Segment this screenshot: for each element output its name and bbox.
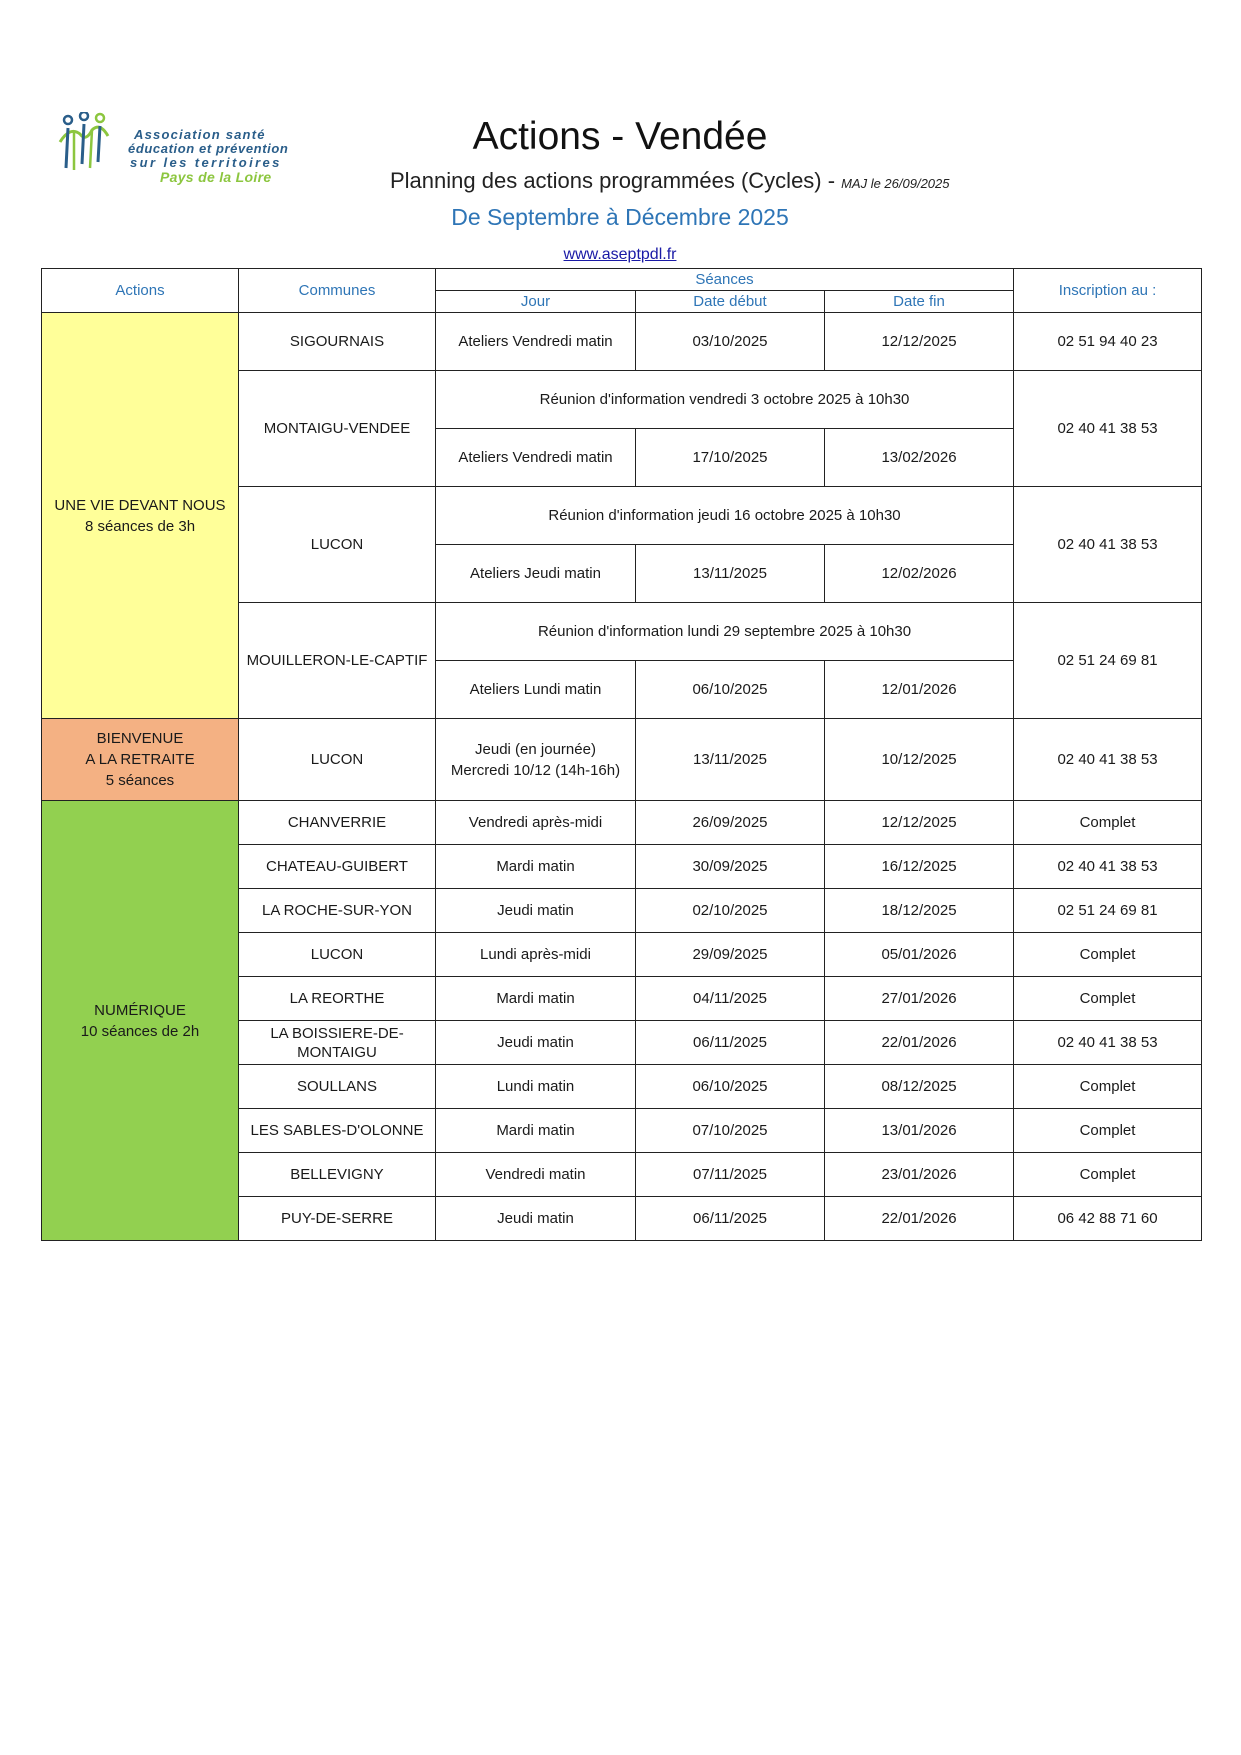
date-debut-cell: 06/11/2025 xyxy=(636,1021,825,1065)
date-fin-cell: 23/01/2026 xyxy=(825,1153,1014,1197)
date-fin-cell: 27/01/2026 xyxy=(825,977,1014,1021)
commune-cell: MONTAIGU-VENDEE xyxy=(239,371,436,487)
jour-cell: Mardi matin xyxy=(436,1109,636,1153)
date-debut-cell: 04/11/2025 xyxy=(636,977,825,1021)
date-fin-cell: 08/12/2025 xyxy=(825,1065,1014,1109)
jour-cell: Mardi matin xyxy=(436,977,636,1021)
date-fin-cell: 05/01/2026 xyxy=(825,933,1014,977)
jour-cell: Jeudi matin xyxy=(436,1021,636,1065)
date-fin-cell: 22/01/2026 xyxy=(825,1021,1014,1065)
update-date: MAJ le 26/09/2025 xyxy=(841,176,950,191)
date-debut-cell: 29/09/2025 xyxy=(636,933,825,977)
table-row xyxy=(42,801,1202,845)
page-subtitle xyxy=(390,168,949,194)
reunion-cell: Réunion d'information jeudi 16 octobre 2025 à 10h30 xyxy=(436,487,1014,545)
date-debut-cell: 06/11/2025 xyxy=(636,1197,825,1241)
logo-line-4: Pays de la Loire xyxy=(160,169,272,185)
inscription-cell: 02 51 24 69 81 xyxy=(1014,889,1202,933)
date-fin-cell: 12/12/2025 xyxy=(825,313,1014,371)
commune-cell: CHANVERRIE xyxy=(239,801,436,845)
period-heading: De Septembre à Décembre 2025 xyxy=(451,204,789,230)
jour-cell: Vendredi après-midi xyxy=(436,801,636,845)
col-header-jour: Jour xyxy=(436,291,636,313)
col-header-seances: Séances xyxy=(436,269,1014,291)
reunion-cell: Réunion d'information lundi 29 septembre 2025 à 10h30 xyxy=(436,603,1014,661)
date-debut-cell: 02/10/2025 xyxy=(636,889,825,933)
action-cell-numerique xyxy=(42,801,239,1241)
col-header-date-fin: Date fin xyxy=(825,291,1014,313)
action-cell-retraite xyxy=(42,719,239,801)
jour-cell: Lundi matin xyxy=(436,1065,636,1109)
jour-line-2: Mercredi 10/12 (14h-16h) xyxy=(450,761,621,779)
website-link[interactable]: www.aseptpdl.fr xyxy=(563,246,677,263)
jour-cell: Jeudi matin xyxy=(436,1197,636,1241)
date-debut-cell: 13/11/2025 xyxy=(636,719,825,801)
date-fin-cell: 16/12/2025 xyxy=(825,845,1014,889)
commune-cell: LA ROCHE-SUR-YON xyxy=(239,889,436,933)
date-fin-cell: 12/01/2026 xyxy=(825,661,1014,719)
date-debut-cell: 06/10/2025 xyxy=(636,661,825,719)
jour-cell: Vendredi matin xyxy=(436,1153,636,1197)
commune-cell: PUY-DE-SERRE xyxy=(239,1197,436,1241)
inscription-cell: Complet xyxy=(1014,1109,1202,1153)
commune-cell: MOUILLERON-LE-CAPTIF xyxy=(239,603,436,719)
jour-cell: Jeudi matin xyxy=(436,889,636,933)
commune-cell: LA BOISSIERE-DE-MONTAIGU xyxy=(239,1021,436,1065)
inscription-cell: Complet xyxy=(1014,1153,1202,1197)
action-name: NUMÉRIQUE xyxy=(94,1001,186,1019)
commune-cell: BELLEVIGNY xyxy=(239,1153,436,1197)
action-name-line-2: A LA RETRAITE xyxy=(85,751,195,768)
col-header-inscription: Inscription au : xyxy=(1014,269,1202,313)
action-sessions: 5 séances xyxy=(105,772,175,789)
action-sessions: 10 séances de 2h xyxy=(80,1022,200,1040)
jour-line-1: Jeudi (en journée) xyxy=(475,740,596,758)
inscription-cell: 02 51 24 69 81 xyxy=(1014,603,1202,719)
logo-line-2: éducation et prévention xyxy=(128,141,289,156)
date-debut-cell: 07/10/2025 xyxy=(636,1109,825,1153)
subtitle-text: Planning des actions programmées (Cycles) - xyxy=(390,168,836,193)
date-fin-cell: 12/02/2026 xyxy=(825,545,1014,603)
date-fin-cell: 13/01/2026 xyxy=(825,1109,1014,1153)
jour-cell: Mardi matin xyxy=(436,845,636,889)
commune-cell: CHATEAU-GUIBERT xyxy=(239,845,436,889)
table-row xyxy=(42,313,1202,371)
date-debut-cell: 03/10/2025 xyxy=(636,313,825,371)
commune-cell: SOULLANS xyxy=(239,1065,436,1109)
date-fin-cell: 12/12/2025 xyxy=(825,801,1014,845)
jour-cell: Ateliers Lundi matin xyxy=(436,661,636,719)
inscription-cell: Complet xyxy=(1014,977,1202,1021)
date-fin-cell: 18/12/2025 xyxy=(825,889,1014,933)
logo-line-3: sur les territoires xyxy=(130,155,282,170)
col-header-communes: Communes xyxy=(239,269,436,313)
page-title: Actions - Vendée xyxy=(472,115,768,158)
action-cell-vie xyxy=(42,313,239,719)
commune-cell: LUCON xyxy=(239,487,436,603)
inscription-cell: 02 40 41 38 53 xyxy=(1014,719,1202,801)
date-debut-cell: 07/11/2025 xyxy=(636,1153,825,1197)
commune-cell: LES SABLES-D'OLONNE xyxy=(239,1109,436,1153)
action-sessions: 8 séances de 3h xyxy=(84,517,196,535)
action-name-line-1: BIENVENUE xyxy=(96,730,184,747)
commune-cell: LUCON xyxy=(239,719,436,801)
inscription-cell: Complet xyxy=(1014,1065,1202,1109)
logo-line-1: Association santé xyxy=(134,127,266,142)
date-fin-cell: 13/02/2026 xyxy=(825,429,1014,487)
jour-cell: Ateliers Jeudi matin xyxy=(436,545,636,603)
inscription-cell: 02 40 41 38 53 xyxy=(1014,487,1202,603)
jour-cell: Ateliers Vendredi matin xyxy=(436,313,636,371)
date-debut-cell: 17/10/2025 xyxy=(636,429,825,487)
date-fin-cell: 22/01/2026 xyxy=(825,1197,1014,1241)
col-header-actions: Actions xyxy=(42,269,239,313)
people-logo-icon xyxy=(56,112,122,174)
reunion-cell: Réunion d'information vendredi 3 octobre 2025 à 10h30 xyxy=(436,371,1014,429)
date-debut-cell: 30/09/2025 xyxy=(636,845,825,889)
inscription-cell: 02 40 41 38 53 xyxy=(1014,845,1202,889)
date-fin-cell: 10/12/2025 xyxy=(825,719,1014,801)
action-name: UNE VIE DEVANT NOUS xyxy=(54,496,226,514)
commune-cell: LUCON xyxy=(239,933,436,977)
jour-cell: Ateliers Vendredi matin xyxy=(436,429,636,487)
jour-cell xyxy=(436,719,636,801)
commune-cell: LA REORTHE xyxy=(239,977,436,1021)
planning-table xyxy=(41,268,1202,1241)
inscription-cell: 02 51 94 40 23 xyxy=(1014,313,1202,371)
table-row xyxy=(42,719,1202,801)
date-debut-cell: 26/09/2025 xyxy=(636,801,825,845)
date-debut-cell: 13/11/2025 xyxy=(636,545,825,603)
inscription-cell: 02 40 41 38 53 xyxy=(1014,1021,1202,1065)
inscription-cell: 02 40 41 38 53 xyxy=(1014,371,1202,487)
inscription-cell: 06 42 88 71 60 xyxy=(1014,1197,1202,1241)
date-debut-cell: 06/10/2025 xyxy=(636,1065,825,1109)
asept-logo xyxy=(56,108,296,188)
inscription-cell: Complet xyxy=(1014,933,1202,977)
inscription-cell: Complet xyxy=(1014,801,1202,845)
commune-cell: SIGOURNAIS xyxy=(239,313,436,371)
jour-cell: Lundi après-midi xyxy=(436,933,636,977)
col-header-date-debut: Date début xyxy=(636,291,825,313)
